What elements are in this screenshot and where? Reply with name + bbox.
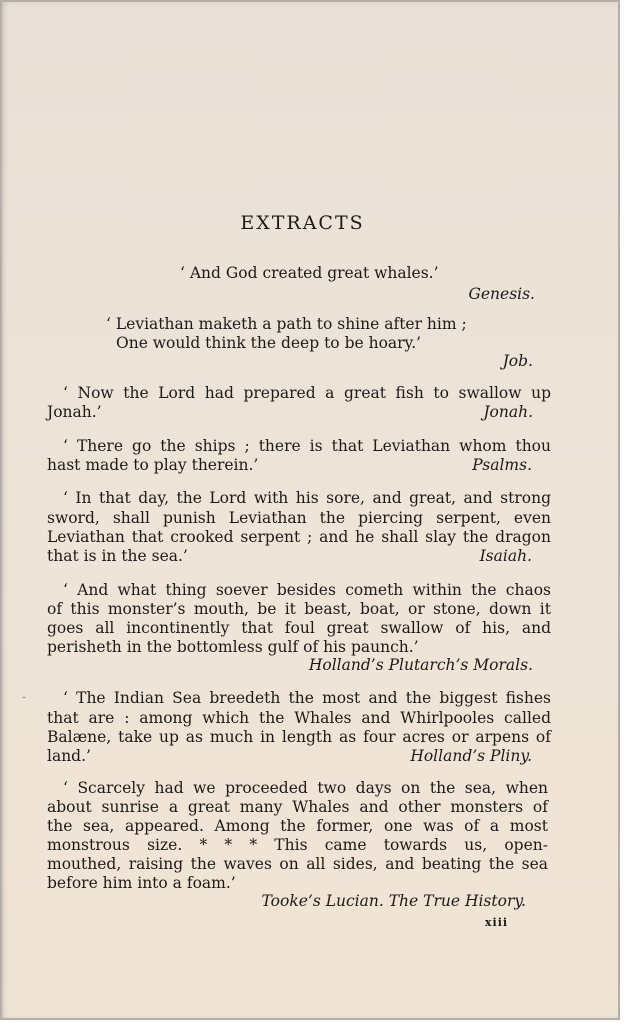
extract-genesis-source: Genesis. [468, 285, 535, 303]
extract-jonah-source: Jonah. [483, 403, 533, 421]
extract-isaiah-line-4: that is in the sea.’ [47, 547, 188, 565]
extract-pliny-line-4: land.’ [47, 747, 91, 765]
extract-lucian-line-5: mouthed, raising the waves on all sides, and beating the sea [47, 855, 548, 873]
extract-plutarch-line-3: goes all incontinently that foul great swallow of his, and [47, 619, 551, 637]
extract-genesis-line-1: ‘ And God created great whales.’ [180, 264, 439, 282]
extract-psalms-line-2: hast made to play therein.’ [47, 456, 259, 474]
extract-lucian-line-6: before him into a foam.’ [47, 874, 236, 892]
extract-plutarch-line-2: of this monster’s mouth, be it beast, boat, or stone, down it [47, 600, 551, 618]
extract-lucian-source: Tooke’s Lucian. The True History. [261, 892, 526, 910]
page-title: EXTRACTS [240, 212, 365, 234]
extract-job-line-2: One would think the deep to be hoary.’ [116, 334, 422, 352]
extract-isaiah-line-3: Leviathan that crooked serpent ; and he shall slay the dragon [47, 528, 551, 546]
extract-lucian-line-4: monstrous size. * * * This came towards us, open- [47, 836, 548, 854]
extract-job-line-1: ‘ Leviathan maketh a path to shine after him ; [106, 315, 467, 333]
extract-pliny-line-3: Balæne, take up as much in length as four acres or arpens of [47, 728, 551, 746]
extract-jonah-line-2: Jonah.’ [47, 403, 102, 421]
stray-mark: - [22, 690, 27, 704]
extract-psalms-line-1: ‘ There go the ships ; there is that Leviathan whom thou [63, 437, 551, 455]
extract-isaiah-line-2: sword, shall punish Leviathan the piercing serpent, even [47, 509, 551, 527]
extract-lucian-line-1: ‘ Scarcely had we proceeded two days on the sea, when [63, 779, 548, 797]
extract-pliny-source: Holland’s Pliny. [410, 747, 532, 765]
extract-psalms-source: Psalms. [472, 456, 532, 474]
page-number: xiii [485, 916, 509, 929]
extract-lucian-line-3: the sea, appeared. Among the former, one was of a most [47, 817, 548, 835]
extract-pliny-line-1: ‘ The Indian Sea breedeth the most and the biggest fishes [63, 689, 551, 707]
extract-isaiah-source: Isaiah. [479, 547, 532, 565]
extract-isaiah-line-1: ‘ In that day, the Lord with his sore, and great, and strong [63, 489, 551, 507]
extract-pliny-line-2: that are : among which the Whales and Whirlpooles called [47, 709, 551, 727]
extract-jonah-line-1: ‘ Now the Lord had prepared a great fish to swallow up [63, 384, 551, 402]
extract-job-source: Job. [502, 352, 533, 370]
extract-plutarch-source: Holland’s Plutarch’s Morals. [308, 656, 533, 674]
extract-lucian-line-2: about sunrise a great many Whales and other monsters of [47, 798, 548, 816]
extract-plutarch-line-4: perisheth in the bottomless gulf of his paunch.’ [47, 638, 419, 656]
extract-plutarch-line-1: ‘ And what thing soever besides cometh within the chaos [63, 581, 551, 599]
